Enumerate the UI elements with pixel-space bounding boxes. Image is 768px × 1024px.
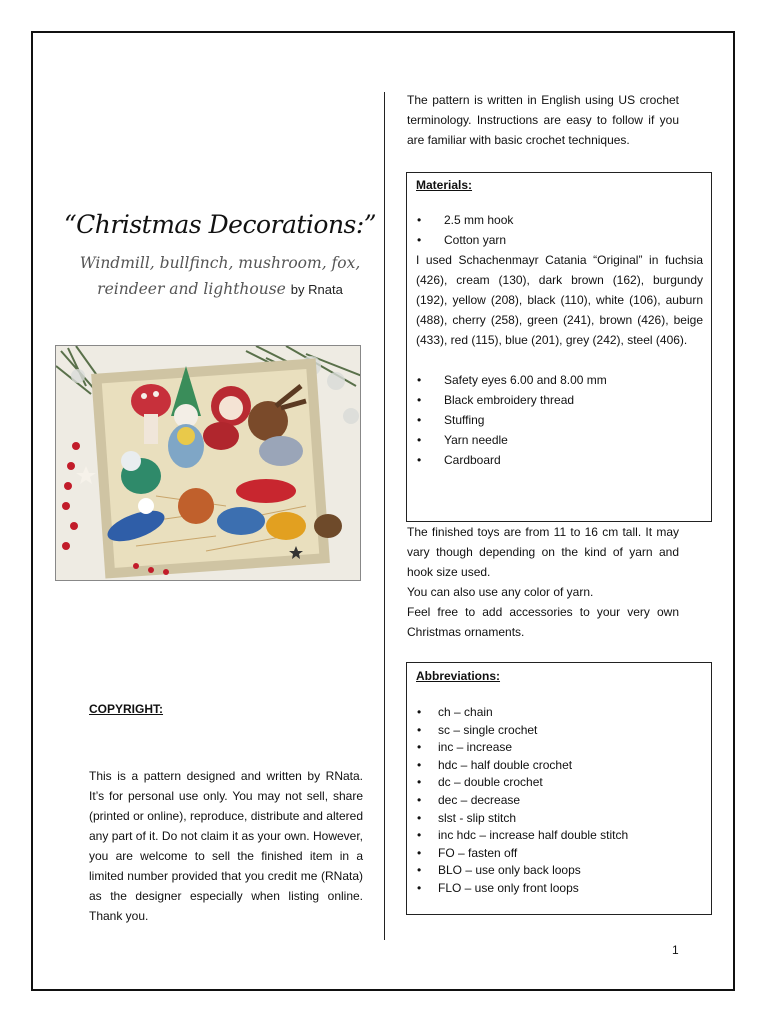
list-item: • FLO – use only front loops <box>416 880 703 898</box>
list-item: • sc – single crochet <box>416 722 703 740</box>
materials-list <box>416 210 703 250</box>
finished-size-text: The finished toys are from 11 to 16 cm tall. It may vary though depending on the kind of yarn and hook size used. <box>407 525 679 579</box>
copyright-heading: COPYRIGHT: <box>89 702 164 716</box>
abbreviations-list <box>416 704 703 898</box>
abbreviations-box <box>406 662 712 915</box>
document-title: “Christmas Decorations:” <box>63 210 377 239</box>
byline: by Rnata <box>290 282 343 297</box>
list-item: • hdc – half double crochet <box>416 757 703 775</box>
list-item: • Stuffing <box>416 410 703 430</box>
list-item: • Yarn needle <box>416 430 703 450</box>
list-item: • Cotton yarn <box>416 230 703 250</box>
document-subtitle <box>60 250 380 303</box>
product-photo <box>55 345 361 581</box>
list-item: • dec – decrease <box>416 792 703 810</box>
page-number: 1 <box>672 943 679 957</box>
yarn-description: I used Schachenmayr Catania “Original” in fuchsia (426), cream (130), dark brown (162), burgundy (192), yellow (208), black (110), white (106), auburn (488), cherry (258), green (241), brown (426), beige (433), red (115), blue (201), grey (242), steel (406). <box>416 253 703 347</box>
materials-list-more <box>416 370 703 470</box>
accessories-note-text: Feel free to add accessories to your very own Christmas ornaments. <box>407 605 679 639</box>
list-item: • ch – chain <box>416 704 703 722</box>
intro-paragraph: The pattern is written in English using US crochet terminology. Instructions are easy to follow if you are familiar with basic crochet techniques. <box>407 93 679 147</box>
materials-heading: Materials: <box>416 178 473 192</box>
subtitle-text: Windmill, bullfinch, mushroom, fox, reindeer and lighthouse <box>79 254 361 298</box>
list-item: • slst - slip stitch <box>416 810 703 828</box>
abbreviations-heading: Abbreviations: <box>416 669 501 683</box>
list-item: • Black embroidery thread <box>416 390 703 410</box>
list-item: • Safety eyes 6.00 and 8.00 mm <box>416 370 703 390</box>
list-item: • Cardboard <box>416 450 703 470</box>
list-item: • FO – fasten off <box>416 845 703 863</box>
list-item: • BLO – use only back loops <box>416 862 703 880</box>
column-divider <box>384 92 385 940</box>
list-item: • inc hdc – increase half double stitch <box>416 827 703 845</box>
list-item: • dc – double crochet <box>416 774 703 792</box>
finished-toys-notes <box>407 522 679 642</box>
list-item: • 2.5 mm hook <box>416 210 703 230</box>
color-note-text: You can also use any color of yarn. <box>407 585 594 599</box>
materials-box <box>406 172 712 522</box>
list-item: • inc – increase <box>416 739 703 757</box>
christmas-ornaments-image <box>56 346 361 581</box>
copyright-text: This is a pattern designed and written by RNata. It’s for personal use only. You may not sell, share (printed or online), reproduce, distribute and altered any part of it. Do not claim it as your own. However, you are welcome to sell the finished item in a limited number provided that you credit me (RNata) as the designer especially when listing online. Thank you. <box>89 769 363 923</box>
